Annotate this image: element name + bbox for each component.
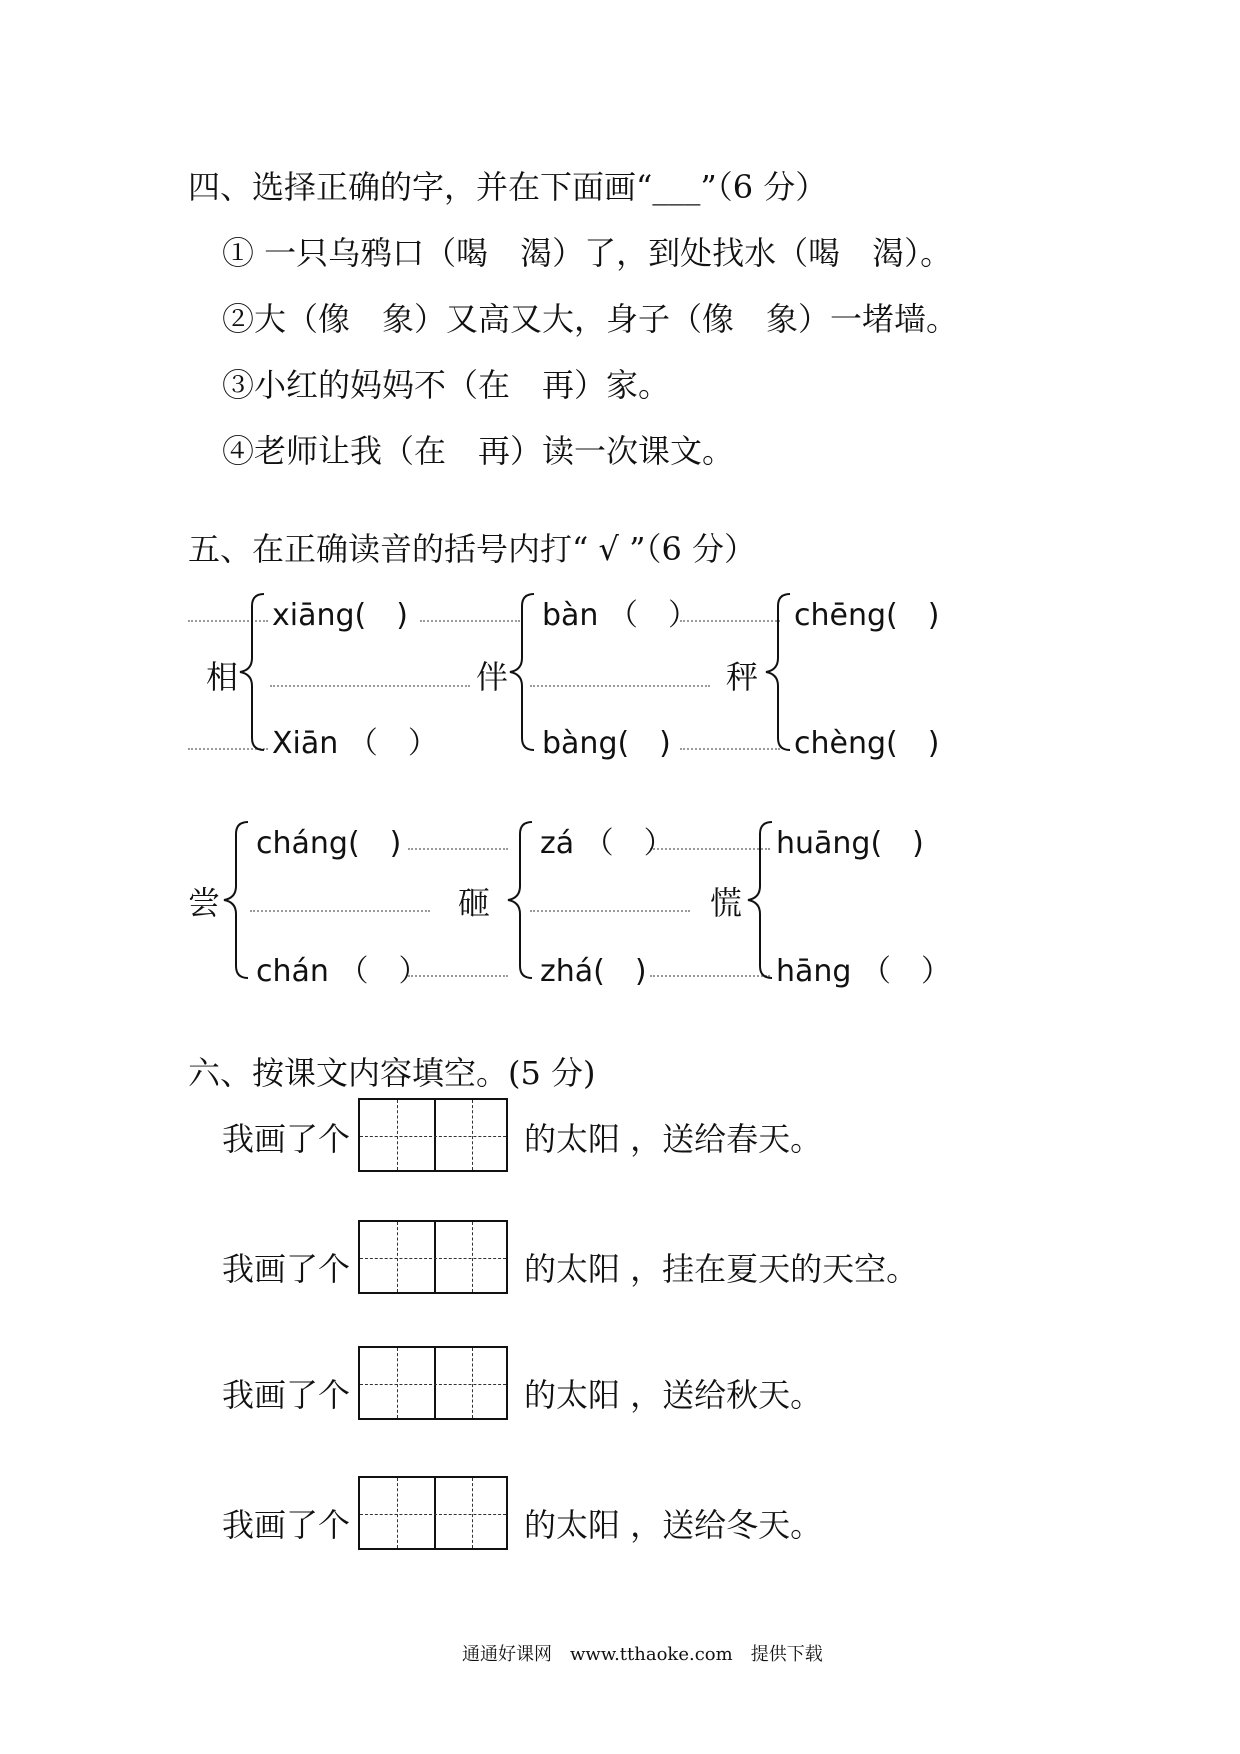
section5-title: 五、在正确读音的括号内打“ √ ”（6 分）	[188, 530, 756, 568]
left-brace-icon	[222, 820, 252, 980]
pinyin-group-char: 砸	[458, 884, 491, 922]
section6-title: 六、按课文内容填空。(5 分)	[188, 1054, 596, 1092]
fill-row-suffix: 的太阳 ，送给春天。	[524, 1120, 823, 1158]
tianzige-answer-box[interactable]	[358, 1476, 508, 1550]
pinyin-group-char: 尝	[188, 884, 221, 922]
fill-row-prefix: 我画了个	[222, 1120, 351, 1158]
fill-row-prefix: 我画了个	[222, 1376, 351, 1414]
dotted-guide	[530, 685, 710, 687]
pinyin-option-top[interactable]: zá （ ）	[540, 826, 674, 861]
pinyin-group-char: 相	[206, 658, 239, 696]
fill-row-prefix: 我画了个	[222, 1250, 351, 1288]
dotted-guide	[420, 620, 520, 622]
pinyin-group-char: 秤	[726, 658, 759, 696]
section4-item-1: ① 一只乌鸦口（喝 渴）了，到处找水（喝 渴）。	[222, 234, 953, 272]
pinyin-option-top[interactable]: bàn （ ）	[542, 598, 698, 633]
pinyin-option-bottom[interactable]: hāng （ ）	[776, 954, 951, 989]
dotted-guide	[408, 848, 508, 850]
dotted-guide	[270, 685, 470, 687]
pinyin-option-top[interactable]: cháng( )	[256, 826, 402, 861]
pinyin-option-top[interactable]: xiāng( )	[272, 598, 408, 633]
pinyin-option-bottom[interactable]: chán （ ）	[256, 954, 429, 989]
pinyin-option-top[interactable]: chēng( )	[794, 598, 940, 633]
pinyin-option-bottom[interactable]: zhá( )	[540, 954, 647, 989]
pinyin-option-bottom[interactable]: chèng( )	[794, 726, 940, 761]
left-brace-icon	[238, 592, 268, 752]
pinyin-group-char: 慌	[710, 884, 743, 922]
fill-row-suffix: 的太阳 ，挂在夏天的天空。	[524, 1250, 919, 1288]
fill-row-suffix: 的太阳 ，送给冬天。	[524, 1506, 823, 1544]
dotted-guide	[250, 910, 430, 912]
section4-item-4: ④老师让我（在 再）读一次课文。	[222, 432, 735, 470]
page-footer: 通通好课网 www.tthaoke.com 提供下载	[462, 1644, 823, 1665]
pinyin-option-bottom[interactable]: bàng( )	[542, 726, 671, 761]
left-brace-icon	[746, 820, 776, 980]
tianzige-answer-box[interactable]	[358, 1220, 508, 1294]
left-brace-icon	[764, 592, 794, 752]
pinyin-option-top[interactable]: huāng( )	[776, 826, 924, 861]
left-brace-icon	[508, 592, 538, 752]
dotted-guide	[530, 910, 690, 912]
section4-title: 四、选择正确的字，并在下面画“___”（6 分）	[188, 168, 828, 206]
tianzige-answer-box[interactable]	[358, 1346, 508, 1420]
fill-row-prefix: 我画了个	[222, 1506, 351, 1544]
pinyin-option-bottom[interactable]: Xiān （ ）	[272, 726, 438, 761]
section4-item-3: ③小红的妈妈不（在 再）家。	[222, 366, 671, 404]
pinyin-group-char: 伴	[476, 658, 509, 696]
section4-item-2: ②大（像 象）又高又大，身子（像 象）一堵墙。	[222, 300, 959, 338]
left-brace-icon	[506, 820, 536, 980]
tianzige-answer-box[interactable]	[358, 1098, 508, 1172]
fill-row-suffix: 的太阳 ，送给秋天。	[524, 1376, 823, 1414]
